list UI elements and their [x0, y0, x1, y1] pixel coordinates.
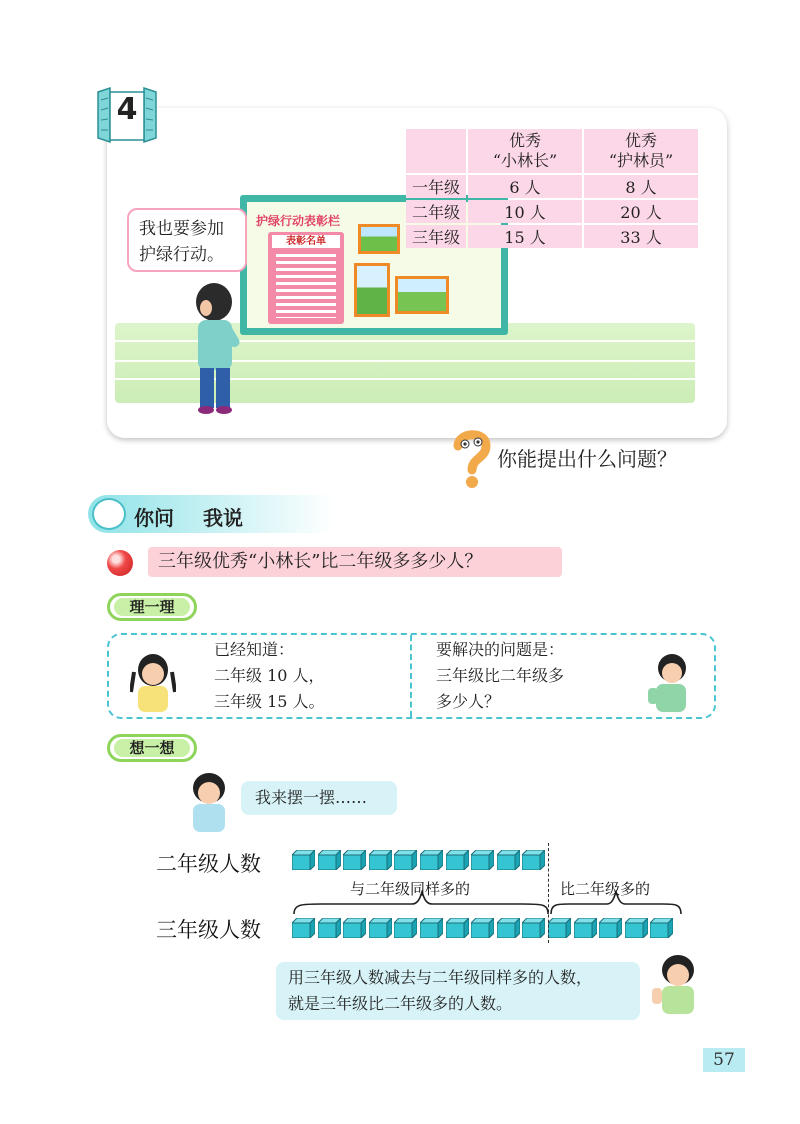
cube-icon [497, 918, 520, 938]
section-title-say: 我说 [203, 506, 243, 530]
cube-icon [522, 850, 545, 870]
boy-speech-text: 我也要参加护绿行动。 [139, 219, 224, 265]
table-row [406, 225, 698, 248]
question-mark-icon [448, 428, 494, 490]
table-cell: 一年级 [406, 175, 466, 198]
girl-avatar [130, 652, 176, 714]
table-cell: 三年级 [406, 225, 466, 248]
cube-icon [446, 850, 469, 870]
table-cell: 6 人 [468, 175, 582, 198]
table-cell: 8 人 [584, 175, 698, 198]
board-photo-3 [395, 276, 449, 314]
cube-icon [369, 918, 392, 938]
cube-icon [420, 850, 443, 870]
cube-icon [318, 918, 341, 938]
known-line: 三年级 15 人。 [214, 692, 325, 711]
honor-list-lines [276, 254, 336, 318]
cube-icon [650, 918, 673, 938]
tag-understand: 理一理 [107, 593, 197, 621]
table-header-xiaolinzhang: 优秀 “小林长” [468, 129, 582, 173]
known-title: 已经知道： [214, 640, 295, 659]
cube-icon [574, 918, 597, 938]
known-info [214, 637, 325, 715]
explanation-line: 用三年级人数减去与二年级同样多的人数， [288, 968, 593, 987]
table-cell: 33 人 [584, 225, 698, 248]
board-photo-1 [358, 224, 400, 254]
boy-speech-bubble [127, 208, 247, 272]
cube-icon [471, 850, 494, 870]
board-photo-2 [354, 263, 390, 317]
to-solve-title: 要解决的问题是： [436, 640, 565, 659]
data-table [404, 127, 700, 250]
table-header-hulinyuan: 优秀 “护林员” [584, 129, 698, 173]
table-row [406, 200, 698, 223]
cube-icon [599, 918, 622, 938]
cube-icon [625, 918, 648, 938]
table-cell: 二年级 [406, 200, 466, 223]
prompt-question: 你能提出什么问题？ [497, 447, 677, 471]
to-solve-line: 三年级比二年级多 [436, 666, 565, 685]
cube-icon [446, 918, 469, 938]
cube-icon [343, 850, 366, 870]
board-title: 护绿行动表彰栏 [256, 214, 341, 228]
row-label-grade3: 三年级人数 [156, 918, 261, 942]
problem-statement: 三年级优秀“小林长”比二年级多多少人？ [148, 547, 562, 577]
boy-illustration [186, 282, 246, 418]
cube-icon [292, 918, 315, 938]
girl-speech-bubble: 我来摆一摆…… [241, 781, 397, 815]
cube-icon [420, 918, 443, 938]
page-number: 57 [703, 1048, 745, 1072]
reading-person-icon [92, 498, 126, 530]
girl-thinking-avatar [185, 772, 233, 832]
cube-icon [292, 850, 315, 870]
honor-list-title: 表彰名单 [272, 235, 340, 248]
row-label-grade2: 二年级人数 [156, 852, 261, 876]
cube-icon [343, 918, 366, 938]
tag-think: 想一想 [107, 734, 197, 762]
cube-icon [394, 918, 417, 938]
cube-icon [471, 918, 494, 938]
table-cell: 10 人 [468, 200, 582, 223]
cube-icon [497, 850, 520, 870]
girl-explaining-avatar [652, 954, 704, 1016]
cube-icon [369, 850, 392, 870]
cube-icon [394, 850, 417, 870]
exercise-number: 4 [116, 92, 138, 127]
info-divider [410, 635, 412, 717]
section-title-ask: 你问 [134, 506, 174, 530]
cube-icon [318, 850, 341, 870]
to-solve-info [436, 637, 564, 715]
table-header-blank [406, 129, 466, 173]
to-solve-line: 多少人？ [436, 692, 501, 711]
boy-avatar [648, 652, 694, 714]
brace-label-more: 比二年级多的 [560, 880, 651, 898]
explanation-bubble [276, 962, 640, 1020]
table-cell: 20 人 [584, 200, 698, 223]
cube-icon [548, 918, 571, 938]
cube-icon [522, 918, 545, 938]
explanation-line: 就是三年级比二年级多的人数。 [288, 994, 513, 1013]
brace-label-same: 与二年级同样多的 [350, 880, 471, 898]
known-line: 二年级 10 人， [214, 666, 325, 685]
table-cell: 15 人 [468, 225, 582, 248]
table-row [406, 175, 698, 198]
red-ball-icon [107, 550, 133, 576]
